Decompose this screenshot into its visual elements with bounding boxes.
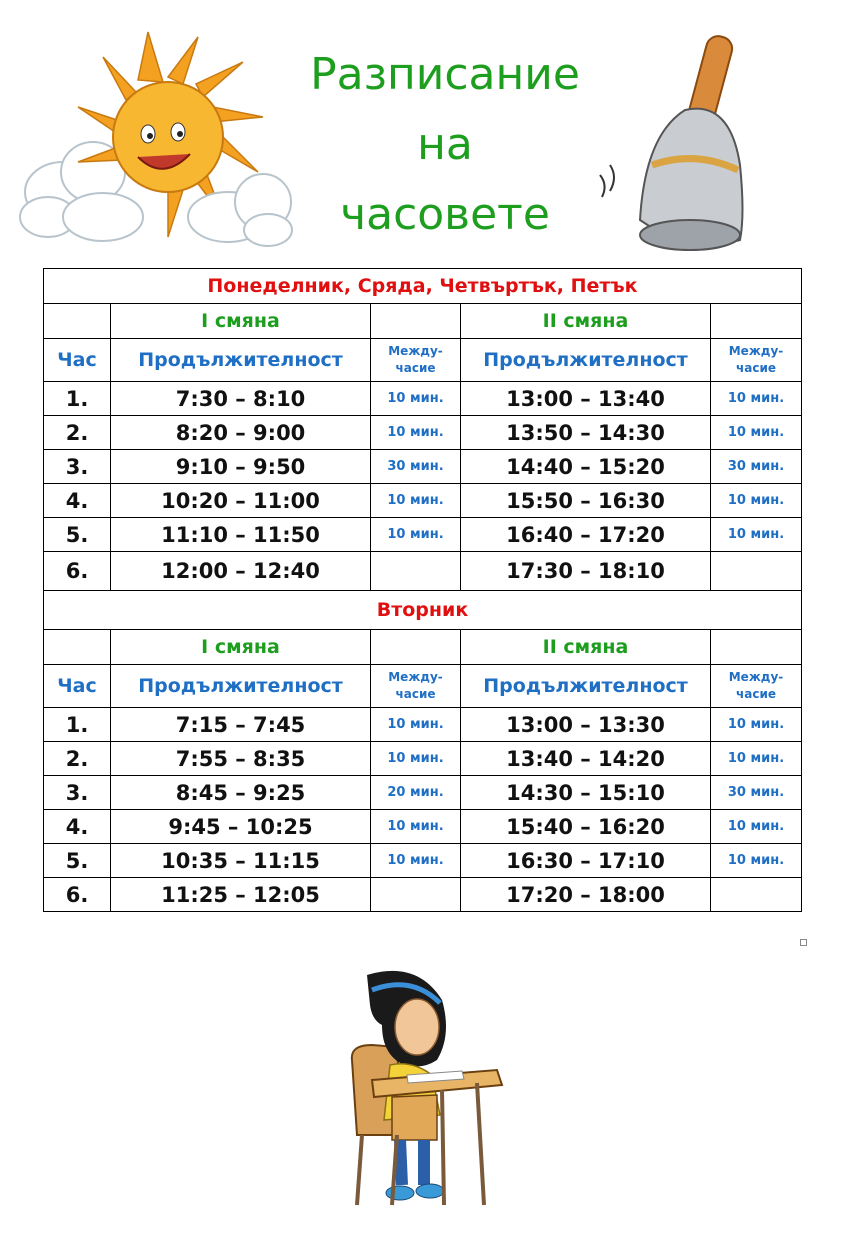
title-line-3: часовете — [340, 189, 550, 240]
time-cell: 12:00 – 12:40 — [111, 552, 371, 591]
break-header: Между- часие — [711, 665, 802, 708]
time-cell: 15:50 – 16:30 — [461, 484, 711, 518]
hour-cell: 4. — [44, 484, 111, 518]
table-row — [44, 382, 802, 416]
shift1-label: I смяна — [111, 630, 371, 665]
break-cell: 10 мин. — [711, 708, 802, 742]
shift-row — [44, 630, 802, 665]
break-cell: 10 мин. — [371, 844, 461, 878]
hour-cell: 1. — [44, 382, 111, 416]
time-cell: 13:00 – 13:30 — [461, 708, 711, 742]
table-resize-handle[interactable] — [800, 939, 807, 946]
break-cell — [371, 878, 461, 912]
header-row — [44, 339, 802, 382]
shift2-label: II смяна — [461, 630, 711, 665]
day-row — [44, 269, 802, 304]
duration-header: Продължителност — [111, 339, 371, 382]
time-cell: 13:00 – 13:40 — [461, 382, 711, 416]
hour-cell: 5. — [44, 518, 111, 552]
time-cell: 9:45 – 10:25 — [111, 810, 371, 844]
break-cell: 10 мин. — [371, 416, 461, 450]
bell-illustration — [590, 15, 760, 265]
girl-at-desk-illustration — [312, 965, 512, 1215]
table-row — [44, 810, 802, 844]
break-cell: 10 мин. — [711, 810, 802, 844]
hour-header: Час — [44, 665, 111, 708]
page-title — [250, 40, 640, 250]
duration-header: Продължителност — [461, 665, 711, 708]
break-cell: 10 мин. — [371, 484, 461, 518]
shift2-label: II смяна — [461, 304, 711, 339]
time-cell: 10:20 – 11:00 — [111, 484, 371, 518]
break-cell — [711, 878, 802, 912]
break-cell: 10 мин. — [711, 844, 802, 878]
table-row — [44, 518, 802, 552]
title-line-2: на — [417, 119, 473, 170]
break-cell: 10 мин. — [711, 382, 802, 416]
break-cell — [371, 552, 461, 591]
time-cell: 10:35 – 11:15 — [111, 844, 371, 878]
sun-face — [113, 82, 223, 192]
break-cell: 10 мин. — [371, 708, 461, 742]
time-cell: 16:30 – 17:10 — [461, 844, 711, 878]
header-row — [44, 665, 802, 708]
time-cell: 17:20 – 18:00 — [461, 878, 711, 912]
table-row — [44, 878, 802, 912]
hour-cell: 2. — [44, 742, 111, 776]
table-row — [44, 776, 802, 810]
time-cell: 11:25 – 12:05 — [111, 878, 371, 912]
break-header: Между- часие — [371, 665, 461, 708]
day-label: Вторник — [44, 591, 802, 630]
hour-cell: 4. — [44, 810, 111, 844]
time-cell: 7:55 – 8:35 — [111, 742, 371, 776]
break-cell: 10 мин. — [371, 742, 461, 776]
duration-header: Продължителност — [111, 665, 371, 708]
break-cell: 30 мин. — [371, 450, 461, 484]
break-cell — [711, 552, 802, 591]
hour-cell: 3. — [44, 776, 111, 810]
time-cell: 13:50 – 14:30 — [461, 416, 711, 450]
hour-cell: 3. — [44, 450, 111, 484]
break-cell: 30 мин. — [711, 776, 802, 810]
title-line-1: Разписание — [310, 49, 580, 100]
table-row — [44, 416, 802, 450]
break-cell: 10 мин. — [371, 810, 461, 844]
time-cell: 16:40 – 17:20 — [461, 518, 711, 552]
shift1-label: I смяна — [111, 304, 371, 339]
break-cell: 10 мин. — [711, 742, 802, 776]
table-row — [44, 450, 802, 484]
time-cell: 15:40 – 16:20 — [461, 810, 711, 844]
time-cell: 9:10 – 9:50 — [111, 450, 371, 484]
break-cell: 30 мин. — [711, 450, 802, 484]
day-row — [44, 591, 802, 630]
table-row — [44, 844, 802, 878]
day-label: Понеделник, Сряда, Четвъртък, Петък — [44, 269, 802, 304]
time-cell: 8:45 – 9:25 — [111, 776, 371, 810]
time-cell: 14:40 – 15:20 — [461, 450, 711, 484]
table-row — [44, 742, 802, 776]
time-cell: 11:10 – 11:50 — [111, 518, 371, 552]
break-cell: 10 мин. — [711, 518, 802, 552]
hour-cell: 1. — [44, 708, 111, 742]
shift-row — [44, 304, 802, 339]
table-row — [44, 552, 802, 591]
time-cell: 14:30 – 15:10 — [461, 776, 711, 810]
break-cell: 10 мин. — [711, 484, 802, 518]
hour-cell: 5. — [44, 844, 111, 878]
table-row — [44, 708, 802, 742]
break-header: Между- часие — [711, 339, 802, 382]
hour-header: Час — [44, 339, 111, 382]
hour-cell: 2. — [44, 416, 111, 450]
time-cell: 8:20 – 9:00 — [111, 416, 371, 450]
break-header: Между- часие — [371, 339, 461, 382]
hour-cell: 6. — [44, 552, 111, 591]
table-row — [44, 484, 802, 518]
time-cell: 17:30 – 18:10 — [461, 552, 711, 591]
schedule-table — [43, 268, 802, 912]
hour-cell: 6. — [44, 878, 111, 912]
break-cell: 10 мин. — [371, 518, 461, 552]
break-cell: 10 мин. — [371, 382, 461, 416]
sun-illustration — [18, 22, 293, 252]
time-cell: 7:30 – 8:10 — [111, 382, 371, 416]
break-cell: 20 мин. — [371, 776, 461, 810]
break-cell: 10 мин. — [711, 416, 802, 450]
duration-header: Продължителност — [461, 339, 711, 382]
time-cell: 7:15 – 7:45 — [111, 708, 371, 742]
time-cell: 13:40 – 14:20 — [461, 742, 711, 776]
